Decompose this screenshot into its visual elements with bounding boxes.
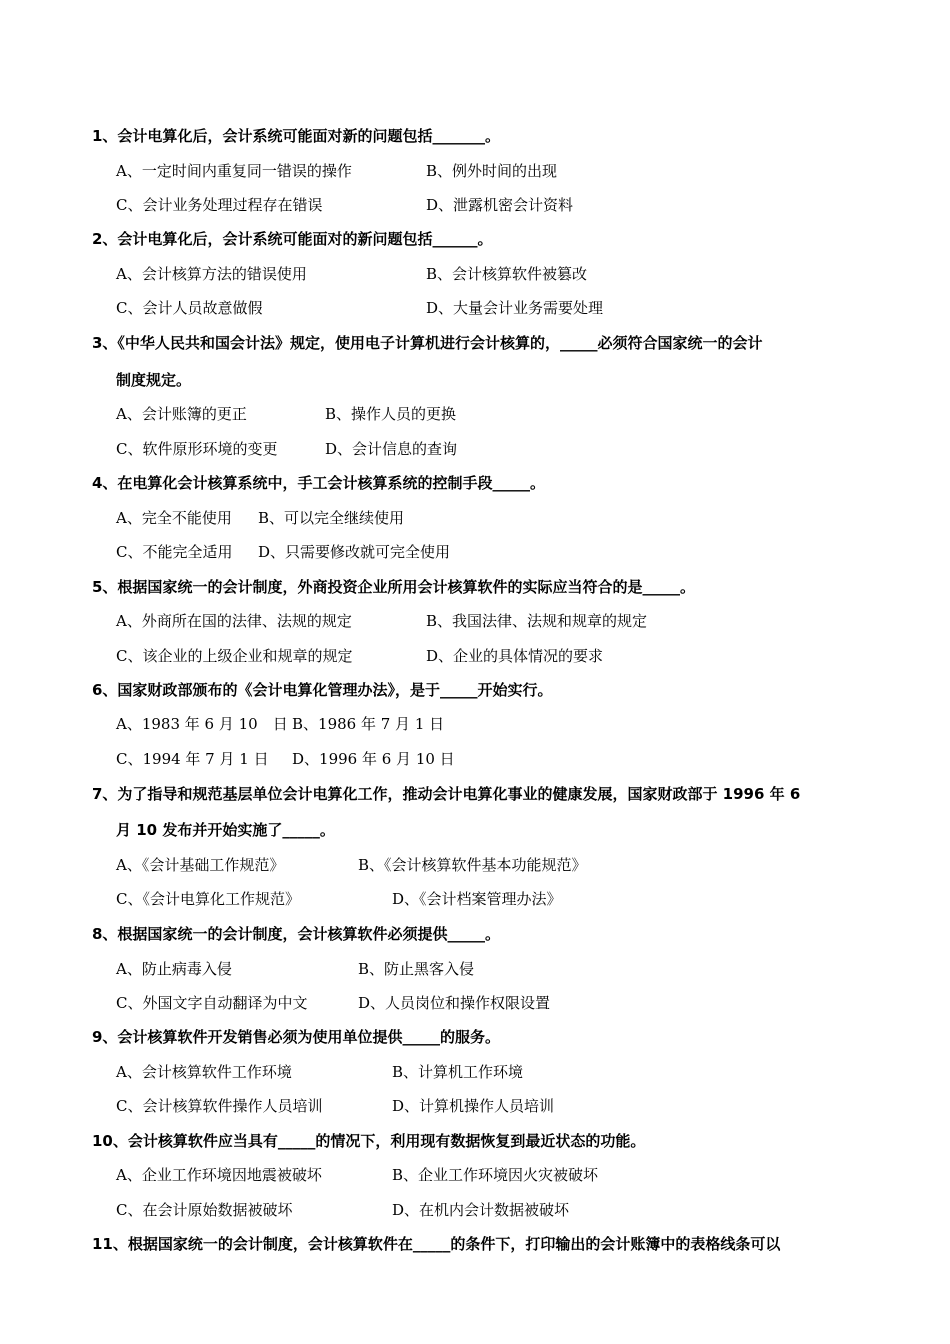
question-10: 10、会计核算软件应当具有_____的情况下，利用现有数据恢复到最近状态的功能。: [92, 1132, 646, 1150]
question-6: 6、国家财政部颁布的《会计电算化管理办法》，是于_____开始实行。: [92, 681, 553, 699]
option-4a: A、完全不能使用: [116, 509, 232, 527]
option-2b: B、会计核算软件被篡改: [426, 265, 588, 283]
question-7-cont: 月 10 发布并开始实施了_____。: [116, 821, 335, 839]
option-2a: A、会计核算方法的错误使用: [116, 265, 307, 283]
option-9b: B、计算机工作环境: [392, 1063, 524, 1081]
question-5: 5、根据国家统一的会计制度，外商投资企业所用会计核算软件的实际应当符合的是_____。: [92, 578, 695, 596]
option-1d: D、泄露机密会计资料: [426, 196, 574, 214]
option-6d: D、1996 年 6 月 10 日: [292, 750, 455, 768]
question-8: 8、根据国家统一的会计制度，会计核算软件必须提供_____。: [92, 925, 500, 943]
option-2c: C、会计人员故意做假: [116, 299, 263, 317]
option-6a: A、1983 年 6 月 10 日: [116, 715, 288, 733]
option-3d: D、会计信息的查询: [325, 440, 458, 458]
option-6b: B、1986 年 7 月 1 日: [292, 715, 445, 733]
option-4d: D、只需要修改就可完全使用: [258, 543, 451, 561]
question-4: 4、在电算化会计核算系统中，手工会计核算系统的控制手段_____。: [92, 474, 545, 492]
option-4c: C、不能完全适用: [116, 543, 233, 561]
option-4b: B、可以完全继续使用: [258, 509, 405, 527]
option-5a: A、外商所在国的法律、法规的规定: [116, 612, 352, 630]
option-7d: D、《会计档案管理办法》: [392, 890, 562, 908]
option-10a: A、企业工作环境因地震被破坏: [116, 1166, 322, 1184]
question-11: 11、根据国家统一的会计制度，会计核算软件在_____的条件下，打印输出的会计账簿中的表格线条可以: [92, 1235, 781, 1253]
question-2: 2、会计电算化后，会计系统可能面对的新问题包括______。: [92, 230, 493, 248]
option-1b: B、例外时间的出现: [426, 162, 558, 180]
option-8c: C、外国文字自动翻译为中文: [116, 994, 308, 1012]
option-7a: A、《会计基础工作规范》: [116, 856, 285, 874]
option-3a: A、会计账簿的更正: [116, 405, 247, 423]
question-3: 3、《中华人民共和国会计法》规定，使用电子计算机进行会计核算的，_____必须符合国家统一的会计: [92, 334, 763, 352]
question-1: 1、会计电算化后，会计系统可能面对新的问题包括_______。: [92, 127, 500, 145]
option-9d: D、计算机操作人员培训: [392, 1097, 555, 1115]
option-5d: D、企业的具体情况的要求: [426, 647, 604, 665]
question-9: 9、会计核算软件开发销售必须为使用单位提供_____的服务。: [92, 1028, 500, 1046]
option-10d: D、在机内会计数据被破坏: [392, 1201, 570, 1219]
question-3-cont: 制度规定。: [116, 371, 192, 389]
option-7c: C、《会计电算化工作规范》: [116, 890, 300, 908]
option-9a: A、会计核算软件工作环境: [116, 1063, 292, 1081]
option-6c: C、1994 年 7 月 1 日: [116, 750, 269, 768]
option-7b: B、《会计核算软件基本功能规范》: [358, 856, 587, 874]
option-5b: B、我国法律、法规和规章的规定: [426, 612, 648, 630]
option-1a: A、一定时间内重复同一错误的操作: [116, 162, 352, 180]
option-8d: D、人员岗位和操作权限设置: [358, 994, 551, 1012]
option-3c: C、软件原形环境的变更: [116, 440, 278, 458]
option-5c: C、该企业的上级企业和规章的规定: [116, 647, 353, 665]
option-8b: B、防止黑客入侵: [358, 960, 475, 978]
option-9c: C、会计核算软件操作人员培训: [116, 1097, 323, 1115]
option-3b: B、操作人员的更换: [325, 405, 457, 423]
option-2d: D、大量会计业务需要处理: [426, 299, 604, 317]
option-8a: A、防止病毒入侵: [116, 960, 232, 978]
option-10c: C、在会计原始数据被破坏: [116, 1201, 293, 1219]
option-10b: B、企业工作环境因火灾被破坏: [392, 1166, 599, 1184]
option-1c: C、会计业务处理过程存在错误: [116, 196, 323, 214]
question-7: 7、为了指导和规范基层单位会计电算化工作，推动会计电算化事业的健康发展，国家财政部于 1996 年 6: [92, 785, 801, 803]
